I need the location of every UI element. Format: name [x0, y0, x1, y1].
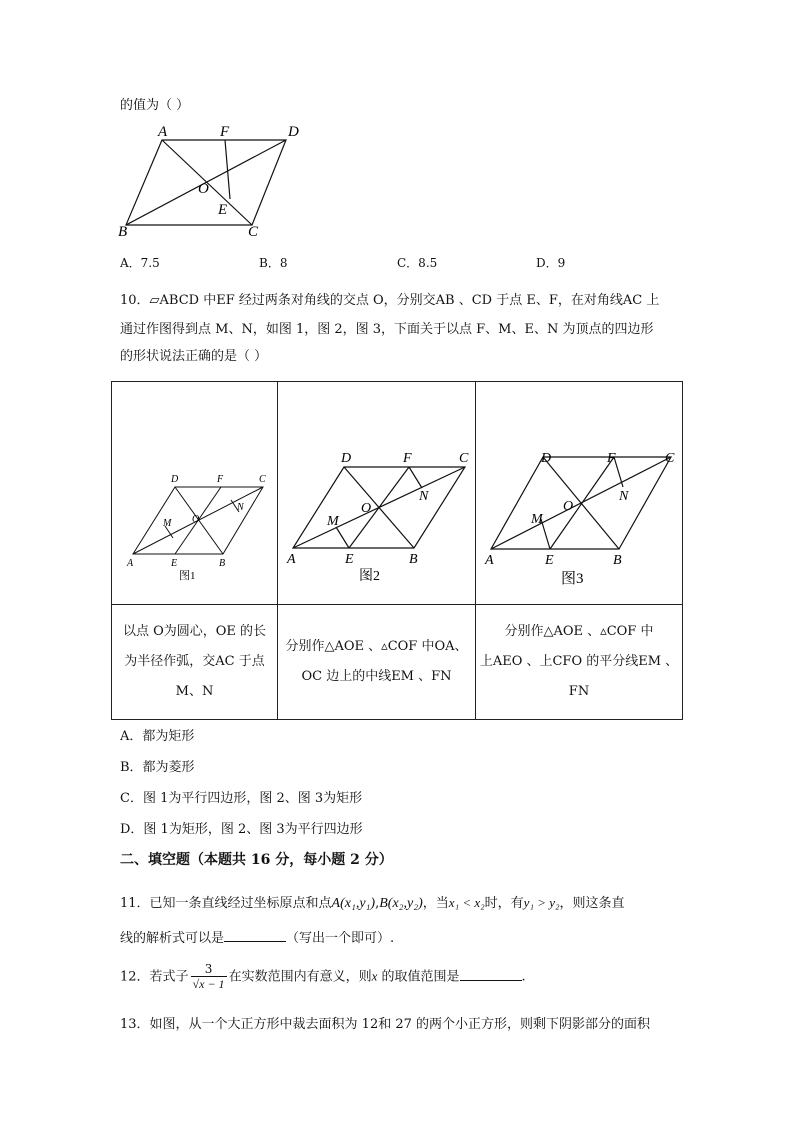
fig3-label-d: D [540, 451, 551, 466]
q11-answer-blank[interactable] [224, 941, 286, 942]
q9-label-o: O [198, 181, 209, 197]
q9-option-c: C．8.5 [397, 256, 438, 270]
q12-numerator: 3 [204, 962, 213, 976]
q11-condition-y: y₁ > y₂ [523, 895, 560, 910]
fig1-label-o: O [191, 514, 199, 525]
q9-label-b: B [118, 224, 128, 240]
q11-text-part2: ，当 [422, 896, 449, 911]
q11-line1 [120, 892, 625, 912]
q11-text-part4: ，则这条直 [559, 896, 625, 911]
q12-fraction [191, 962, 227, 992]
q9-label-e: E [218, 202, 228, 218]
fig1-label-c: C [258, 474, 266, 485]
fig2-label-o: O [360, 501, 371, 516]
q11-line2 [120, 927, 394, 946]
method2-line2: OC 边上的中线EM 、FN [301, 669, 452, 684]
fig3-label-b: B [612, 553, 622, 568]
q9-label-f: F [220, 124, 230, 140]
q11-point-a: A(x₁,y₁) [331, 896, 376, 911]
fig3-diagonal-db [543, 457, 619, 549]
fig2-label-f: F [402, 451, 412, 466]
q12-tail: . [521, 969, 526, 985]
q10-fig2 [279, 382, 475, 600]
q10-figures-row [112, 382, 683, 605]
fig3-label-m: M [530, 512, 543, 527]
fig1-label-d: D [170, 474, 178, 485]
fig1-label-m: M [162, 518, 171, 529]
q9-option-a: A．7.5 [120, 256, 160, 270]
q10-option-d: D．图 1为矩形，图 2、图 3为平行四边形 [120, 822, 363, 837]
q12-text-part3: 的取值范围是 [377, 969, 460, 985]
q10-stem-line3: 的形状说法正确的是（ ） [120, 349, 268, 364]
q11-separator: , [375, 896, 380, 911]
q11-text-part1: 11．已知一条直线经过坐标原点和点 [120, 896, 332, 911]
fig3-label-c: C [664, 451, 674, 466]
fig2-label-b: B [408, 552, 418, 567]
q9-label-a: A [158, 124, 168, 140]
fig3-segment-fe [550, 457, 614, 549]
method1-line1: 以点 O为圆心，OE 的长 [122, 624, 267, 639]
fig3-caption: 图3 [560, 571, 584, 587]
q10-fig1-cell [112, 382, 278, 605]
fig2-label-e: E [344, 552, 354, 567]
fig1-label-b: B [218, 558, 225, 569]
fig1-label-a: A [126, 558, 133, 569]
q10-fig2-cell [278, 382, 476, 605]
fig3-label-a: A [484, 553, 494, 568]
q10-methods-row [112, 605, 683, 720]
q11-line2-tail: （写出一个即可）. [286, 931, 395, 946]
fig1-label-n: N [236, 502, 244, 513]
q11-text-part3: 时，有 [484, 896, 524, 911]
method1-line3: M、N [175, 684, 214, 699]
fig2-median-em [336, 527, 349, 548]
method1-line2: 为半径作弧，交AC 于点 [124, 654, 265, 669]
section2-heading: 二、填空题（本题共 16 分，每小题 2 分） [120, 852, 393, 868]
q12-line [120, 962, 526, 992]
q12-denominator: √x − 1 [192, 977, 225, 991]
fig3-label-e: E [544, 553, 554, 568]
q10-figure-table [111, 381, 683, 720]
q9-parallelogram-figure [112, 118, 332, 242]
q11-condition-x: x₁ < x₂ [448, 895, 485, 910]
q12-text-part1: 12．若式子 [120, 969, 189, 985]
q10-fig3 [477, 382, 682, 600]
q10-fig3-cell [476, 382, 683, 605]
fig1-label-f: F [216, 474, 223, 485]
q10-option-a: A．都为矩形 [120, 729, 195, 744]
q9-label-d: D [288, 124, 299, 140]
method3-line1: 分别作△AOE 、▵COF 中 [504, 624, 654, 639]
fig1-caption: 图1 [178, 570, 195, 582]
method3-line3: FN [568, 684, 590, 699]
fig2-label-m: M [326, 514, 339, 529]
method3-line2: 上AEO 、上CFO 的平分线EM 、 [479, 654, 679, 669]
q10-method3 [476, 605, 683, 720]
fig2-caption: 图2 [358, 569, 380, 584]
method2-line1: 分别作△AOE 、▵COF 中OA、 [285, 639, 468, 654]
q10-method2 [278, 605, 476, 720]
q12-text-part2: 在实数范围内有意义，则 [228, 969, 372, 985]
q10-stem-line2: 通过作图得到点 M、N，如图 1，图 2，图 3，下面关于以点 F、M、E、N 为顶点的四边形 [120, 322, 654, 337]
q11-point-b: B(x₂,y₂) [379, 896, 423, 911]
q10-option-c: C．图 1为平行四边形，图 2、图 3为矩形 [120, 791, 363, 806]
q10-stem-line1: 10．▱ABCD 中EF 经过两条对角线的交点 O，分别交AB 、CD 于点 E、F，在对角线AC 上 [120, 293, 660, 308]
q13-stem: 13．如图，从一个大正方形中裁去面积为 12和 27 的两个小正方形，则剩下阴影部分的面积 [120, 1017, 651, 1032]
q11-line2-text: 线的解析式可以是 [120, 931, 225, 946]
fig3-label-f: F [606, 451, 616, 466]
q10-fig1 [113, 382, 277, 600]
fig2-label-a: A [286, 552, 296, 567]
q12-variable: x [371, 968, 378, 984]
q10-option-b: B．都为菱形 [120, 760, 195, 775]
fig3-label-o: O [562, 499, 573, 514]
q9-stem-tail: 的值为（ ） [120, 98, 190, 113]
q9-option-b: B．8 [259, 256, 288, 270]
fig2-median-fn [409, 467, 422, 488]
q12-answer-blank[interactable] [460, 980, 522, 981]
q9-label-c: C [248, 224, 259, 240]
q10-method1 [112, 605, 278, 720]
fig3-label-n: N [618, 489, 628, 504]
q9-option-d: D．9 [536, 256, 566, 270]
fig2-label-n: N [418, 489, 428, 504]
fig2-segment-fe [349, 467, 409, 548]
fig1-label-e: E [170, 558, 177, 569]
fig2-label-d: D [340, 451, 351, 466]
fig2-label-c: C [458, 451, 468, 466]
